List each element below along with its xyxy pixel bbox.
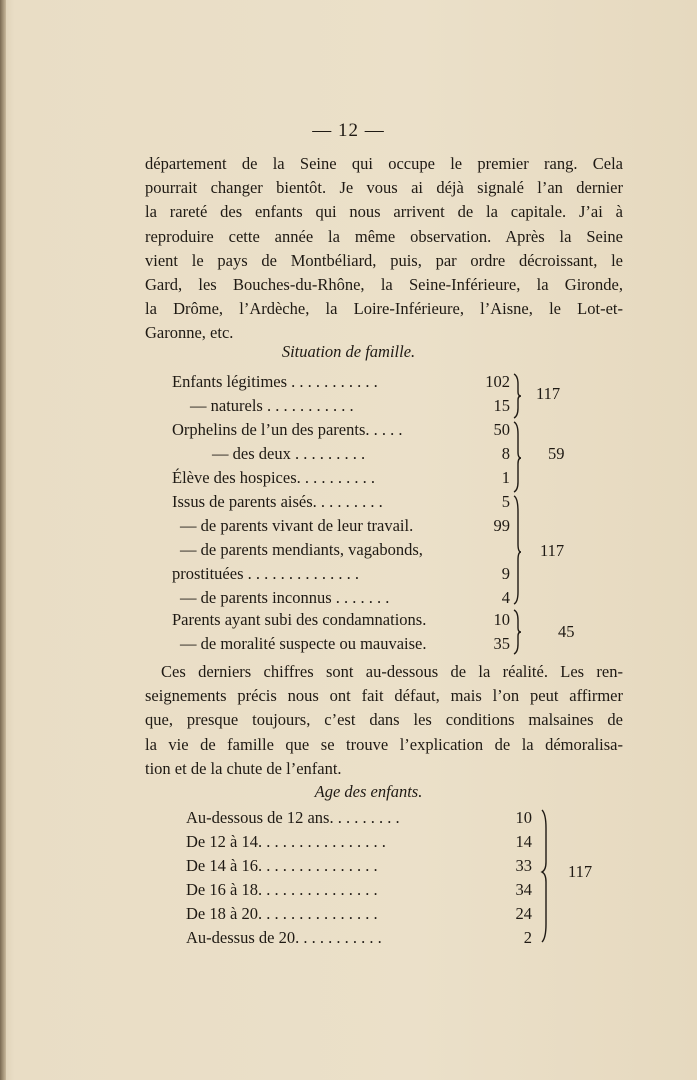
row-label: — naturels . . . . . . . . . . .: [190, 396, 354, 415]
row-label: — de moralité suspecte ou mauvaise.: [180, 634, 427, 653]
group-total: 117: [536, 384, 561, 403]
row-label: Issus de parents aisés. . . . . . . . .: [172, 492, 383, 511]
text-line: seignements précis nous ont fait défaut, mais l’on peut affirmer: [145, 686, 623, 706]
text-line: que, presque toujours, c’est dans les conditions malsaines de: [145, 710, 623, 730]
row-label: De 12 à 14. . . . . . . . . . . . . . . .: [186, 832, 386, 851]
row-label: Au-dessus de 20. . . . . . . . . . .: [186, 928, 382, 947]
text-line: la vie de famille que se trouve l’explication de la démoralisa-: [145, 734, 623, 754]
row-label: — de parents inconnus . . . . . . .: [180, 588, 390, 607]
text-line: Gard, les Bouches-du-Rhône, la Seine-Inférieure, la Gironde,: [145, 275, 623, 295]
text-line: reproduire cette année la même observation. Après la Seine: [145, 226, 623, 246]
row-label: De 18 à 20. . . . . . . . . . . . . . .: [186, 904, 378, 923]
paragraph-2: [145, 660, 623, 781]
text-line: Garonne, etc.: [145, 323, 234, 343]
row-label: Orphelins de l’un des parents. . . . .: [172, 420, 403, 439]
text-line: la rareté des enfants qui nous arrivent de la capitale. J’ai à: [145, 202, 623, 222]
section-title-situation: Situation de famille.: [281, 342, 416, 361]
page-number: — 12 —: [312, 120, 385, 141]
row-label: Élève des hospices. . . . . . . . . .: [172, 468, 376, 487]
brace-age: [534, 808, 554, 948]
brace-group-lines: [508, 372, 528, 672]
brace-1: [514, 374, 521, 418]
text-line: tion et de la chute de l’enfant.: [145, 758, 342, 778]
row-label: — de parents vivant de leur travail.: [180, 516, 414, 535]
text-line: vient le pays de Montbéliard, puis, par ordre décroissant, le: [145, 250, 623, 270]
brace-2: [514, 422, 521, 492]
row-label: prostituées . . . . . . . . . . . . . .: [172, 564, 359, 583]
row-label: Enfants légitimes . . . . . . . . . . .: [172, 372, 378, 391]
page-spine-shadow: [0, 0, 6, 1080]
text-line: pourrait changer bientôt. Je vous ai déjà signalé l’an dernier: [145, 178, 623, 198]
brace-4: [514, 610, 521, 654]
text-line: département de la Seine qui occupe le premier rang. Cela: [145, 154, 623, 173]
section-title-age: Age des enfants.: [314, 782, 423, 801]
row-label: Au-dessous de 12 ans. . . . . . . . .: [186, 808, 400, 827]
row-label: — de parents mendiants, vagabonds,: [180, 540, 423, 559]
group-total: 59: [548, 444, 565, 463]
row-label: De 14 à 16. . . . . . . . . . . . . . .: [186, 856, 378, 875]
brace-3: [514, 496, 521, 604]
age-total: 117: [568, 862, 593, 881]
group-total: 45: [558, 622, 575, 641]
row-label: — des deux . . . . . . . . .: [212, 444, 366, 463]
group-total: 117: [540, 541, 565, 560]
paragraph-1: [145, 152, 623, 346]
text-line: la Drôme, l’Ardèche, la Loire-Inférieure, l’Aisne, le Lot-et-: [145, 299, 623, 319]
row-label: De 16 à 18. . . . . . . . . . . . . . .: [186, 880, 378, 899]
page: — 12 — département de la Seine qui occupe le premier rang. Cela pourrait changer bientôt. Je vous ai déjà signalé l’an dernier la rareté des enfants qui nous arrivent de la capitale. J’ai à reproduire cette année la même observation. Après la Seine vient le pays de Montbéliard, puis, par ordre décroissant, le Gard, les Bouches-du-Rhône, la Seine-Inférieure, la Gironde, la Drôme, l’Ardèche, la Loire-Inférieure, l’Aisne, le Lot-et- Garonne, etc. Situation de famille. Enfants légitimes . . . . . . . . . . . — naturels . . . . . . . . . . . Orphelins de l’un des parents. . . . . — des deux . . . . . . . . . Élève des hospices. . . . . . . . . . Issus de parents aisés. . . . . . . . . — de parents vivant de leur travail. — de parents mendiants, vagabonds, prostituées . . . . . . . . . . . . . . — de parents inconnus . . . . . . . Parents ayant subi des condamnations. — de moralité suspecte ou mauvaise. 102 15 50 8 1 5 99 9 4 10 35 117 59 117 45 Ces derniers chiffres sont au-dessous de la réalité. Les ren- seignements précis nous ont fait défaut, mais l’on peut affirmer que, presque toujours, c’est dans les conditions malsaines de la vie de famille que se trouve l’explication de la démoralisa- tion et de la chute de l’enfant. Age des enfants. Au-dessous de 12 ans. . . . . . . . . De 12 à 14. . . . . . . . . . . . . . . . De 14 à 16. . . . . . . . . . . . . . . De 16 à 18. . . . . . . . . . . . . . . De 18 à 20. . . . . . . . . . . . . . . Au-dessus de 20. . . . . . . . . . . 10 14 33 34 24 2 117: [0, 0, 697, 1080]
row-label: Parents ayant subi des condamnations.: [172, 610, 427, 629]
text-line: Ces derniers chiffres sont au-dessous de la réalité. Les ren-: [161, 662, 623, 681]
